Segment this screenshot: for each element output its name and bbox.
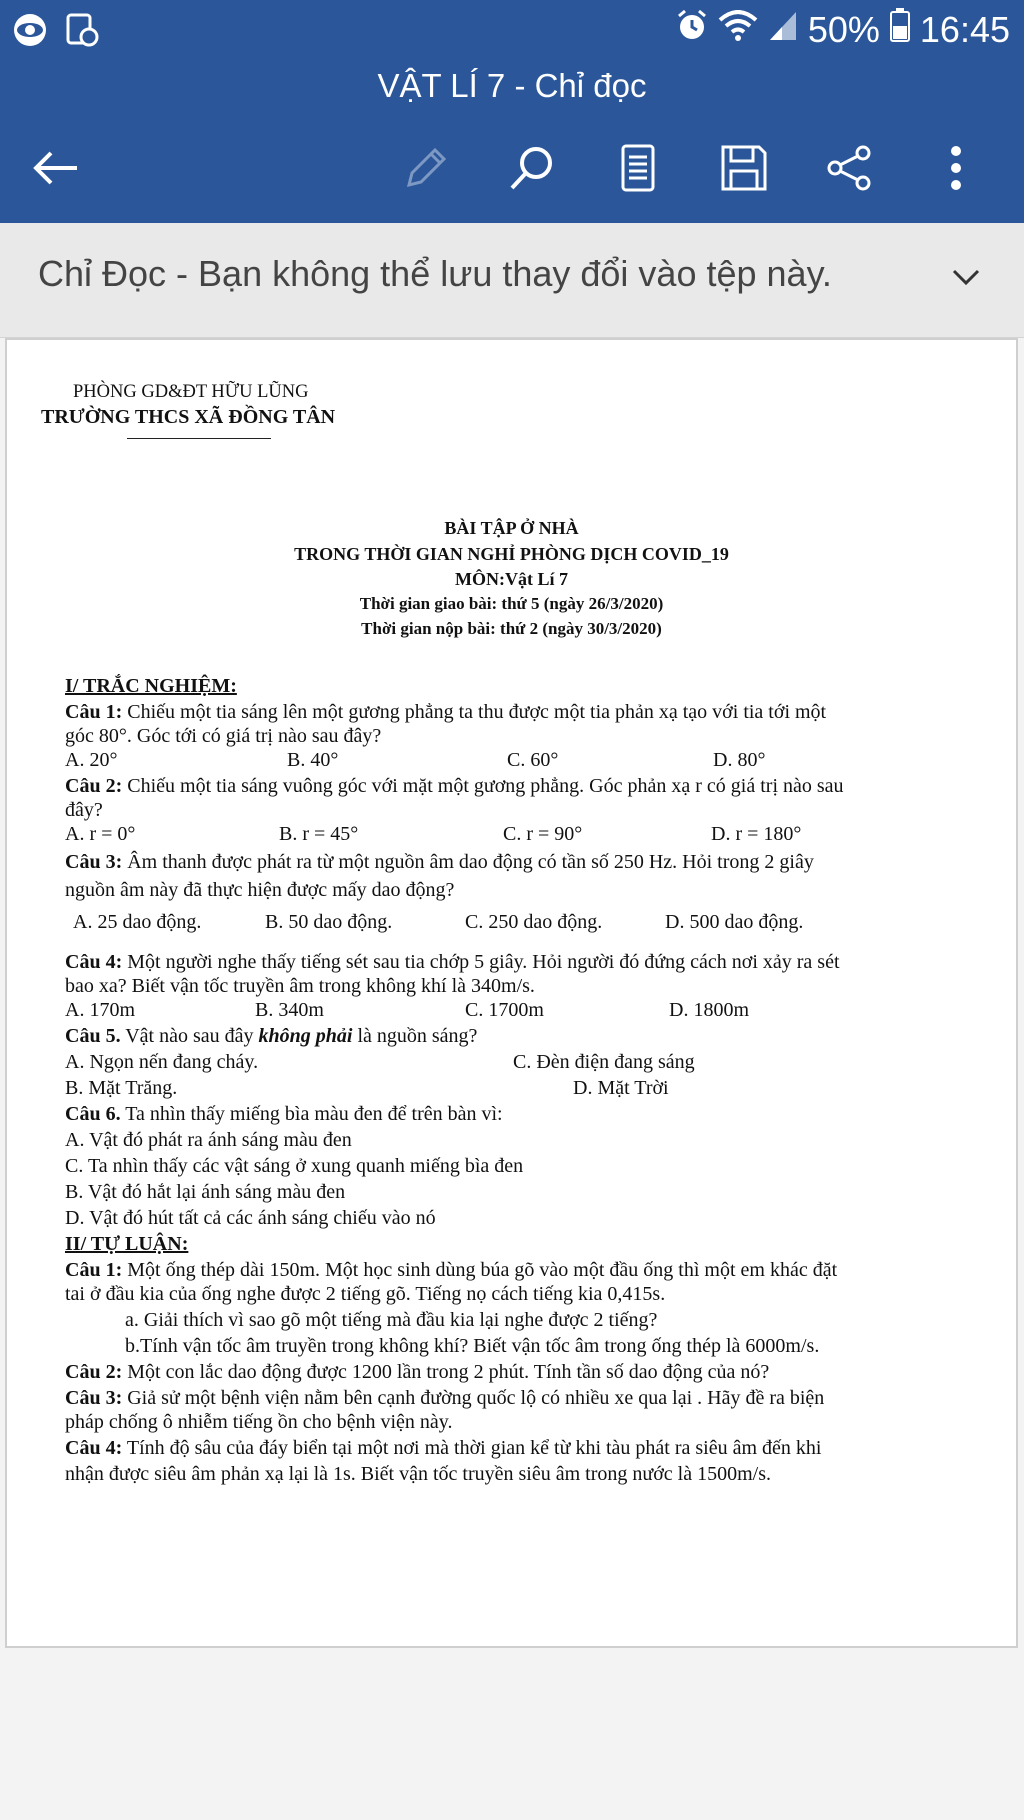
- option: B. r = 45°: [279, 823, 359, 845]
- essay-1: [65, 1258, 837, 1282]
- document-title: VẬT LÍ 7 - Chỉ đọc: [377, 67, 647, 104]
- question-text: bao xa? Biết vận tốc truyền âm trong không khí là 340m/s.: [65, 975, 535, 997]
- question-label: Câu 2:: [65, 775, 123, 797]
- option: D. r = 180°: [711, 823, 802, 845]
- option: B. 40°: [287, 749, 339, 771]
- assign-date: Thời gian giao bài: thứ 5 (ngày 26/3/2020): [359, 594, 664, 613]
- more-options-icon: [948, 143, 964, 198]
- section-multiple-choice: I/ TRẮC NGHIỆM:: [65, 675, 237, 697]
- more-options-button[interactable]: [924, 138, 988, 202]
- document-page[interactable]: [5, 338, 1018, 1648]
- back-button[interactable]: [24, 138, 88, 202]
- pencil-icon: [401, 143, 451, 198]
- question-label: Câu 3:: [65, 851, 123, 873]
- question-text: nhận được siêu âm phản xạ lại là 1s. Biết vận tốc truyền siêu âm trong nước là 1500m/s.: [65, 1463, 772, 1485]
- due-date: Thời gian nộp bài: thứ 2 (ngày 30/3/2020): [361, 619, 662, 638]
- alarm-icon: [676, 8, 708, 51]
- option: A. 25 dao động.: [73, 911, 202, 933]
- emphasis: không phải: [258, 1025, 353, 1047]
- assignment-subtitle: TRONG THỜI GIAN NGHỈ PHÒNG DỊCH COVID_19: [294, 544, 729, 564]
- toolbar: [0, 130, 1024, 210]
- essay-4: [65, 1436, 821, 1460]
- option: D. 500 dao động.: [665, 911, 804, 933]
- option: A. 170m: [65, 999, 135, 1021]
- question-text: Một ống thép dài 150m. Một học sinh dùng búa gõ vào một đầu ống thì một em khác đặt: [122, 1259, 838, 1281]
- essay-3: [65, 1386, 824, 1410]
- edit-button[interactable]: [394, 138, 458, 202]
- reading-view-button[interactable]: [606, 138, 670, 202]
- option: D. Vật đó hút tất cả các ánh sáng chiếu vào nó: [65, 1207, 436, 1229]
- back-arrow-icon: [31, 148, 81, 193]
- school-name: TRƯỜNG THCS XÃ ĐỒNG TÂN: [41, 406, 336, 428]
- question-text: tai ở đầu kia của ống nghe được 2 tiếng gõ. Tiếng nọ cách tiếng kia 0,415s.: [65, 1283, 666, 1305]
- question-text: Giả sử một bệnh viện nằm bên cạnh đường quốc lộ có nhiều xe qua lại . Hãy đề ra biện: [122, 1387, 825, 1409]
- question-text: góc 80°. Góc tới có giá trị nào sau đây?: [65, 725, 382, 747]
- option: C. 60°: [507, 749, 559, 771]
- assignment-title: BÀI TẬP Ở NHÀ: [444, 518, 579, 538]
- question-4: [65, 950, 840, 974]
- question-text: pháp chống ô nhiễm tiếng ồn cho bệnh viện này.: [65, 1411, 453, 1433]
- question-text: Một người nghe thấy tiếng sét sau tia chớp 5 giây. Hỏi người đó đứng cách nơi xảy ra sét: [122, 951, 840, 973]
- essay-2: [65, 1360, 769, 1384]
- option: D. 1800m: [669, 999, 749, 1021]
- read-only-message: Chỉ Đọc - Bạn không thể lưu thay đổi vào tệp này.: [38, 253, 832, 294]
- sub-question: b.Tính vận tốc âm truyền trong không khí? Biết vận tốc âm trong ống thép là 6000m/s.: [125, 1335, 820, 1357]
- option: C. 1700m: [465, 999, 544, 1021]
- question-6: [65, 1102, 503, 1126]
- clock: 16:45: [919, 8, 1010, 50]
- option: C. r = 90°: [503, 823, 583, 845]
- save-icon: [719, 143, 769, 198]
- header-underline: [127, 438, 271, 439]
- question-label: Câu 4:: [65, 951, 123, 973]
- question-5: [65, 1024, 477, 1048]
- option: C. 250 dao động.: [465, 911, 603, 933]
- eye-icon: [10, 12, 50, 53]
- option: D. 80°: [713, 749, 766, 771]
- option: A. Vật đó phát ra ánh sáng màu đen: [65, 1129, 352, 1151]
- question-text: Âm thanh được phát ra từ một nguồn âm dao động có tần số 250 Hz. Hỏi trong 2 giây: [122, 851, 814, 873]
- option: C. Ta nhìn thấy các vật sáng ở xung quanh miếng bìa đen: [65, 1155, 524, 1177]
- save-button[interactable]: [712, 138, 776, 202]
- option: B. Vật đó hắt lại ánh sáng màu đen: [65, 1181, 346, 1203]
- question-label: Câu 1:: [65, 701, 123, 723]
- question-text: Vật nào sau đây: [120, 1025, 259, 1047]
- question-text: Tính độ sâu của đáy biển tại một nơi mà thời gian kể từ khi tàu phát ra siêu âm đến khi: [122, 1437, 822, 1459]
- search-icon: [507, 143, 557, 198]
- question-label: Câu 5.: [65, 1025, 121, 1047]
- question-label: Câu 1:: [65, 1259, 123, 1281]
- department-name: PHÒNG GD&ĐT HỮU LŨNG: [73, 382, 309, 402]
- question-label: Câu 3:: [65, 1387, 123, 1409]
- question-1: [65, 700, 826, 724]
- status-bar: [0, 0, 1024, 62]
- option: B. 50 dao động.: [265, 911, 393, 933]
- question-label: Câu 2:: [65, 1361, 123, 1383]
- subject-line: MÔN:Vật Lí 7: [455, 569, 568, 589]
- question-text: Chiếu một tia sáng vuông góc với mặt một gương phẳng. Góc phản xạ r có giá trị nào sau: [122, 775, 844, 797]
- question-label: Câu 6.: [65, 1103, 121, 1125]
- read-only-banner[interactable]: [0, 223, 1024, 338]
- question-text: Chiếu một tia sáng lên một gương phẳng ta thu được một tia phản xạ tạo với tia tới một: [122, 701, 827, 723]
- chevron-down-icon[interactable]: [948, 259, 984, 300]
- battery-percent: 50%: [807, 8, 880, 50]
- question-text: Ta nhìn thấy miếng bìa màu đen để trên bàn vì:: [120, 1103, 503, 1125]
- reading-view-icon: [618, 143, 658, 198]
- sub-question: a. Giải thích vì sao gõ một tiếng mà đầu kia lại nghe được 2 tiếng?: [125, 1309, 658, 1331]
- signal-icon: [768, 9, 798, 51]
- question-label: Câu 4:: [65, 1437, 123, 1459]
- app-bar: [0, 0, 1024, 223]
- option: A. Ngọn nến đang cháy.: [65, 1051, 259, 1073]
- option: B. Mặt Trăng.: [65, 1077, 178, 1099]
- option: B. 340m: [255, 999, 324, 1021]
- option: A. 20°: [65, 749, 118, 771]
- option: D. Mặt Trời: [573, 1077, 669, 1099]
- question-3: [65, 850, 814, 874]
- question-text: Một con lắc dao động được 1200 lần trong 2 phút. Tính tần số dao động của nó?: [122, 1361, 770, 1383]
- battery-icon: [890, 8, 910, 51]
- option: C. Đèn điện đang sáng: [513, 1051, 695, 1073]
- option: A. r = 0°: [65, 823, 136, 845]
- question-2: [65, 774, 844, 798]
- image-notification-icon: [64, 12, 100, 53]
- section-essay: II/ TỰ LUẬN:: [65, 1233, 189, 1255]
- question-text: nguồn âm này đã thực hiện được mấy dao động?: [65, 879, 455, 901]
- wifi-icon: [718, 9, 758, 51]
- question-text: đây?: [65, 799, 103, 821]
- share-button[interactable]: [818, 138, 882, 202]
- question-text: là nguồn sáng?: [352, 1025, 478, 1047]
- share-icon: [825, 143, 875, 198]
- search-button[interactable]: [500, 138, 564, 202]
